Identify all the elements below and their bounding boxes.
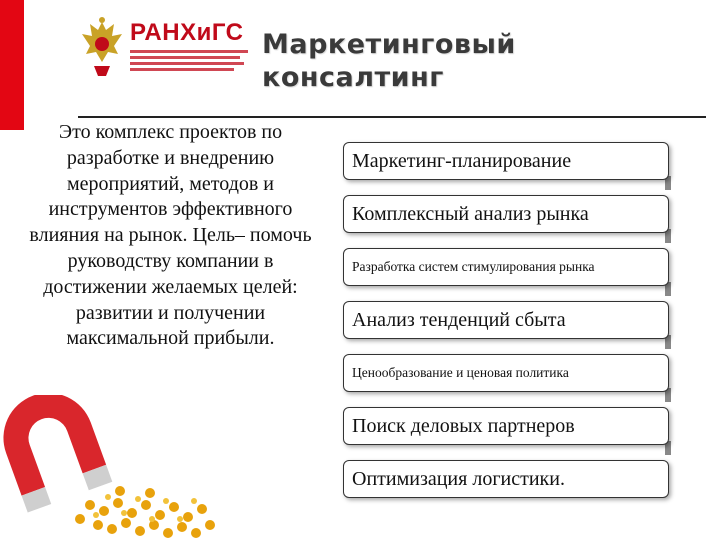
list-item-label: Маркетинг-планирование — [352, 149, 572, 172]
list-item — [343, 142, 669, 180]
title-divider — [78, 116, 706, 118]
red-accent-bar — [0, 0, 24, 130]
description-text: Это комплекс проектов по разработке и внедрению мероприятий, методов и инструментов эффективного влияния на рынок. Цель– помочь руководству компании в достижении желаемых целей: развитии и получении максимальной прибыли. — [29, 121, 312, 350]
title-line-1: Маркетинговый — [262, 29, 516, 60]
title-line-2: консалтинг — [262, 62, 444, 93]
logo-subtitle-lines — [130, 50, 250, 71]
list-item-label: Оптимизация логистики. — [352, 467, 565, 490]
list-item — [343, 195, 669, 233]
list-item-label: Комплексный анализ рынка — [352, 202, 589, 225]
list-item-label: Поиск деловых партнеров — [352, 414, 575, 437]
logo-name: РАНХиГС — [130, 19, 244, 46]
logo — [130, 20, 250, 80]
list-item — [343, 407, 669, 445]
list-item-label: Анализ тенденций сбыта — [352, 308, 566, 331]
list-item — [343, 301, 669, 339]
page-title — [262, 28, 516, 94]
list-item — [343, 354, 669, 392]
magnet-illustration — [0, 395, 240, 540]
list-item — [343, 460, 669, 498]
list-item-label: Разработка систем стимулирования рынка — [352, 259, 595, 274]
eagle-emblem-icon — [78, 16, 126, 80]
list-item — [343, 248, 669, 286]
list-item-label: Ценообразование и ценовая политика — [352, 365, 569, 380]
